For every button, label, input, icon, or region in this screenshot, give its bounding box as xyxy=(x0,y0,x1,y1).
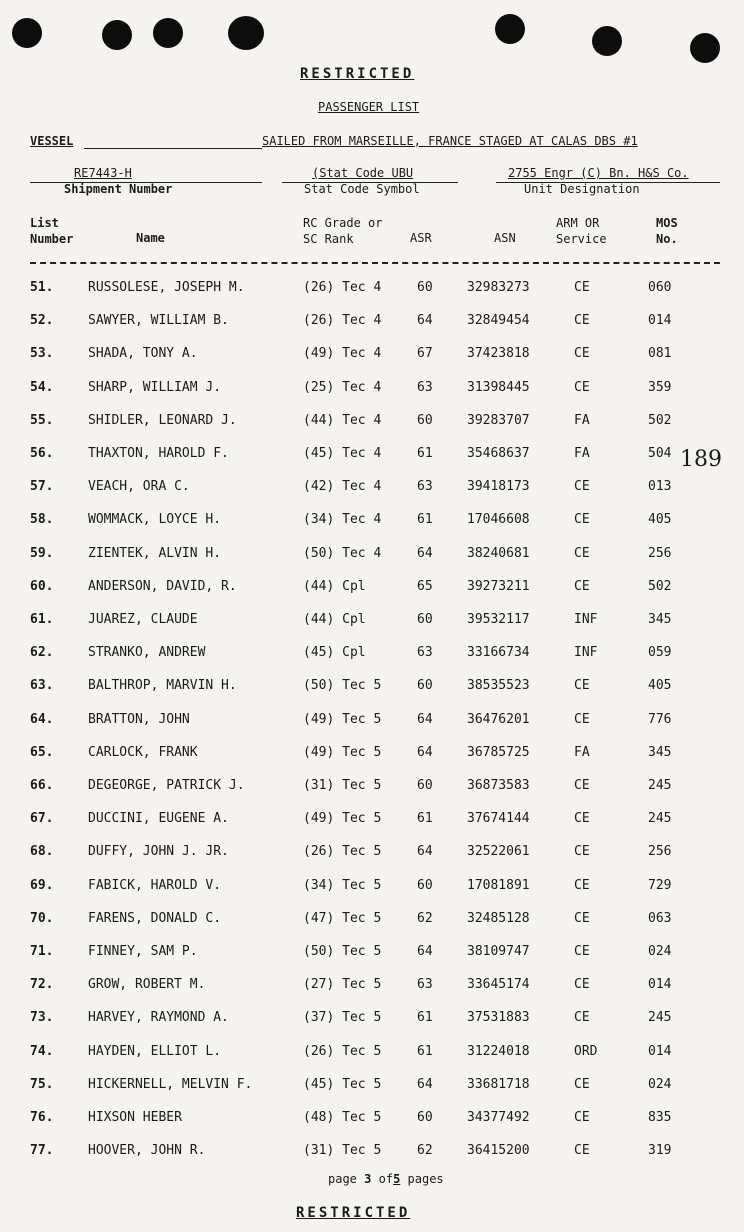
grade-cell: (44) Tec 4 xyxy=(303,412,382,428)
table-row xyxy=(0,911,744,941)
asr-cell: 60 xyxy=(417,1110,433,1125)
asn-cell: 31398445 xyxy=(467,379,530,395)
asr-cell: 60 xyxy=(417,412,433,428)
list-number-cell: 68. xyxy=(30,844,54,860)
asr-cell: 64 xyxy=(417,744,433,760)
table-row xyxy=(0,944,744,974)
table-row xyxy=(0,844,744,874)
mos-cell: 405 xyxy=(648,512,672,528)
list-number-cell: 77. xyxy=(30,1143,54,1159)
asr-cell: 61 xyxy=(417,811,433,827)
punch-hole xyxy=(102,20,132,50)
list-number-cell: 69. xyxy=(30,877,54,893)
punch-hole xyxy=(592,26,622,56)
mos-cell: 729 xyxy=(648,877,672,893)
list-number-cell: 67. xyxy=(30,811,54,827)
asr-cell: 61 xyxy=(417,512,433,528)
name-cell: FARENS, DONALD C. xyxy=(88,910,222,926)
name-cell: THAXTON, HAROLD F. xyxy=(88,446,229,461)
arm-cell: CE xyxy=(574,944,590,959)
asn-cell: 36873583 xyxy=(467,778,530,793)
grade-cell: (45) Tec 5 xyxy=(303,1076,382,1092)
arm-cell: CE xyxy=(574,1110,590,1125)
arm-cell: CE xyxy=(574,578,590,594)
mos-cell: 081 xyxy=(648,346,672,362)
table-row xyxy=(0,280,744,310)
name-cell: SAWYER, WILLIAM B. xyxy=(88,313,229,329)
name-cell: DEGEORGE, PATRICK J. xyxy=(88,778,245,793)
mos-cell: 059 xyxy=(648,645,672,661)
mos-cell: 256 xyxy=(648,545,672,561)
asn-cell: 32983273 xyxy=(467,280,530,295)
page-prefix: page xyxy=(328,1172,357,1186)
arm-cell: CE xyxy=(574,346,590,362)
page-total: 5 xyxy=(393,1172,401,1186)
table-row xyxy=(0,712,744,742)
grade-cell: (42) Tec 4 xyxy=(303,479,382,495)
name-cell: ZIENTEK, ALVIN H. xyxy=(88,545,222,561)
mos-cell: 014 xyxy=(648,313,672,329)
table-row xyxy=(0,1044,744,1074)
mos-cell: 245 xyxy=(648,811,672,827)
name-cell: WOMMACK, LOYCE H. xyxy=(88,512,222,528)
arm-cell: CE xyxy=(574,711,590,727)
list-number-cell: 70. xyxy=(30,910,54,926)
name-cell: STRANKO, ANDREW xyxy=(88,645,206,661)
asr-cell: 64 xyxy=(417,944,433,959)
table-row xyxy=(0,346,744,376)
grade-cell: (31) Tec 5 xyxy=(303,1143,382,1159)
arm-cell: INF xyxy=(574,645,598,661)
table-row xyxy=(0,512,744,542)
list-number-cell: 65. xyxy=(30,744,54,760)
table-row xyxy=(0,1110,744,1140)
asr-cell: 61 xyxy=(417,1043,433,1059)
punch-hole xyxy=(690,33,720,63)
punch-hole xyxy=(495,14,525,44)
grade-cell: (45) Cpl xyxy=(303,645,366,661)
classification-header: RESTRICTED xyxy=(300,66,415,82)
arm-cell: CE xyxy=(574,379,590,395)
list-number-cell: 75. xyxy=(30,1076,54,1092)
asn-cell: 31224018 xyxy=(467,1043,530,1059)
sailed-from: SAILED FROM MARSEILLE, FRANCE STAGED AT CALAS DBS #1 xyxy=(262,134,638,148)
asn-cell: 39283707 xyxy=(467,412,530,428)
asn-cell: 37531883 xyxy=(467,1010,530,1026)
vessel-line xyxy=(84,148,262,149)
name-cell: ANDERSON, DAVID, R. xyxy=(88,578,237,594)
list-number-cell: 66. xyxy=(30,778,54,793)
table-row xyxy=(0,612,744,642)
mos-cell: 502 xyxy=(648,578,672,594)
name-cell: HICKERNELL, MELVIN F. xyxy=(88,1076,253,1092)
mos-cell: 245 xyxy=(648,778,672,793)
asn-cell: 32849454 xyxy=(467,313,530,329)
grade-cell: (49) Tec 4 xyxy=(303,346,382,362)
name-cell: FINNEY, SAM P. xyxy=(88,944,198,959)
list-number-cell: 59. xyxy=(30,545,54,561)
table-row xyxy=(0,745,744,775)
mos-cell: 776 xyxy=(648,711,672,727)
arm-cell: CE xyxy=(574,811,590,827)
name-cell: BALTHROP, MARVIN H. xyxy=(88,678,237,694)
list-number-cell: 76. xyxy=(30,1110,54,1125)
grade-cell: (44) Cpl xyxy=(303,578,366,594)
name-cell: FABICK, HAROLD V. xyxy=(88,877,222,893)
table-row xyxy=(0,878,744,908)
asn-cell: 17046608 xyxy=(467,512,530,528)
arm-cell: CE xyxy=(574,1076,590,1092)
mos-cell: 345 xyxy=(648,744,672,760)
grade-cell: (50) Tec 5 xyxy=(303,944,382,959)
grade-cell: (26) Tec 5 xyxy=(303,844,382,860)
margin-note: 189 xyxy=(680,447,722,472)
asr-cell: 61 xyxy=(417,446,433,461)
column-header-asn: ASN xyxy=(494,231,516,245)
mos-cell: 319 xyxy=(648,1143,672,1159)
asn-cell: 35468637 xyxy=(467,446,530,461)
arm-cell: CE xyxy=(574,479,590,495)
list-number-cell: 60. xyxy=(30,578,54,594)
punch-hole xyxy=(228,16,264,50)
mos-cell: 013 xyxy=(648,479,672,495)
asr-cell: 63 xyxy=(417,479,433,495)
arm-cell: CE xyxy=(574,313,590,329)
arm-cell: CE xyxy=(574,1010,590,1026)
name-cell: SHARP, WILLIAM J. xyxy=(88,379,222,395)
table-row xyxy=(0,811,744,841)
list-number-cell: 55. xyxy=(30,412,54,428)
asn-cell: 33681718 xyxy=(467,1076,530,1092)
list-number-cell: 56. xyxy=(30,446,54,461)
mos-cell: 014 xyxy=(648,1043,672,1059)
name-cell: HARVEY, RAYMOND A. xyxy=(88,1010,229,1026)
arm-cell: FA xyxy=(574,446,590,461)
grade-cell: (34) Tec 4 xyxy=(303,512,382,528)
arm-cell: CE xyxy=(574,1143,590,1159)
list-title: PASSENGER LIST xyxy=(318,100,420,114)
grade-cell: (50) Tec 4 xyxy=(303,545,382,561)
grade-cell: (47) Tec 5 xyxy=(303,910,382,926)
table-row xyxy=(0,446,744,476)
table-row xyxy=(0,778,744,808)
asn-cell: 39532117 xyxy=(467,612,530,627)
asr-cell: 60 xyxy=(417,678,433,694)
grade-cell: (45) Tec 4 xyxy=(303,446,382,461)
table-row xyxy=(0,579,744,609)
grade-cell: (49) Tec 5 xyxy=(303,811,382,827)
asr-cell: 65 xyxy=(417,578,433,594)
punch-hole xyxy=(153,18,183,48)
asr-cell: 60 xyxy=(417,778,433,793)
page-of: of xyxy=(378,1172,394,1186)
name-cell: RUSSOLESE, JOSEPH M. xyxy=(88,280,245,295)
asn-cell: 36415200 xyxy=(467,1143,530,1159)
shipment-number-label: Shipment Number xyxy=(64,182,173,196)
arm-cell: ORD xyxy=(574,1043,598,1059)
table-row xyxy=(0,1010,744,1040)
list-number-cell: 61. xyxy=(30,612,54,627)
grade-cell: (26) Tec 4 xyxy=(303,280,382,295)
grade-cell: (48) Tec 5 xyxy=(303,1110,382,1125)
list-number-cell: 58. xyxy=(30,512,54,528)
list-number-cell: 53. xyxy=(30,346,54,362)
asn-cell: 38109747 xyxy=(467,944,530,959)
asn-cell: 32522061 xyxy=(467,844,530,860)
asr-cell: 64 xyxy=(417,844,433,860)
table-row xyxy=(0,413,744,443)
grade-cell: (50) Tec 5 xyxy=(303,678,382,694)
mos-cell: 345 xyxy=(648,612,672,627)
mos-cell: 256 xyxy=(648,844,672,860)
asn-cell: 37423818 xyxy=(467,346,530,362)
grade-cell: (34) Tec 5 xyxy=(303,877,382,893)
arm-cell: CE xyxy=(574,910,590,926)
vessel-label: VESSEL xyxy=(30,134,74,148)
asr-cell: 63 xyxy=(417,379,433,395)
mos-cell: 024 xyxy=(648,1076,672,1092)
mos-cell: 245 xyxy=(648,1010,672,1026)
column-header-grade: RC Grade or SC Rank xyxy=(303,216,383,246)
list-number-cell: 64. xyxy=(30,711,54,727)
list-number-cell: 73. xyxy=(30,1010,54,1026)
mos-cell: 024 xyxy=(648,944,672,959)
arm-cell: CE xyxy=(574,778,590,793)
grade-cell: (26) Tec 5 xyxy=(303,1043,382,1059)
list-number-cell: 74. xyxy=(30,1043,54,1059)
stat-code-label: Stat Code Symbol xyxy=(304,182,420,196)
table-row xyxy=(0,1143,744,1173)
asr-cell: 63 xyxy=(417,977,433,993)
asn-cell: 37674144 xyxy=(467,811,530,827)
asr-cell: 60 xyxy=(417,612,433,627)
unit-designation-label: Unit Designation xyxy=(524,182,640,196)
asn-cell: 17081891 xyxy=(467,877,530,893)
name-cell: VEACH, ORA C. xyxy=(88,479,190,495)
asn-cell: 36785725 xyxy=(467,744,530,760)
mos-cell: 063 xyxy=(648,910,672,926)
name-cell: GROW, ROBERT M. xyxy=(88,977,206,993)
name-cell: HIXSON HEBER xyxy=(88,1110,182,1125)
table-row xyxy=(0,678,744,708)
arm-cell: CE xyxy=(574,280,590,295)
column-header-mos: MOS No. xyxy=(656,216,678,246)
list-number-cell: 62. xyxy=(30,645,54,661)
table-row xyxy=(0,380,744,410)
mos-cell: 359 xyxy=(648,379,672,395)
asr-cell: 64 xyxy=(417,1076,433,1092)
list-number-cell: 71. xyxy=(30,944,54,959)
list-number-cell: 63. xyxy=(30,678,54,694)
name-cell: CARLOCK, FRANK xyxy=(88,744,198,760)
name-cell: SHIDLER, LEONARD J. xyxy=(88,412,237,428)
arm-cell: CE xyxy=(574,512,590,528)
name-cell: HOOVER, JOHN R. xyxy=(88,1143,206,1159)
list-number-cell: 52. xyxy=(30,313,54,329)
mos-cell: 835 xyxy=(648,1110,672,1125)
list-number-cell: 72. xyxy=(30,977,54,993)
asr-cell: 67 xyxy=(417,346,433,362)
page-suffix: pages xyxy=(407,1172,444,1186)
asr-cell: 60 xyxy=(417,280,433,295)
list-number-cell: 54. xyxy=(30,379,54,395)
arm-cell: CE xyxy=(574,977,590,993)
table-row xyxy=(0,313,744,343)
name-cell: SHADA, TONY A. xyxy=(88,346,198,362)
shipment-number: RE7443-H xyxy=(74,166,132,180)
name-cell: BRATTON, JOHN xyxy=(88,711,190,727)
asn-cell: 33645174 xyxy=(467,977,530,993)
asn-cell: 39418173 xyxy=(467,479,530,495)
mos-cell: 014 xyxy=(648,977,672,993)
punch-hole xyxy=(12,18,42,48)
column-header-name: Name xyxy=(136,231,165,245)
grade-cell: (44) Cpl xyxy=(303,612,366,627)
asr-cell: 62 xyxy=(417,910,433,926)
list-number-cell: 51. xyxy=(30,280,54,295)
page-number: 3 xyxy=(364,1172,372,1186)
asn-cell: 33166734 xyxy=(467,645,530,661)
column-header-list-number: List Number xyxy=(30,216,74,246)
list-number-cell: 57. xyxy=(30,479,54,495)
arm-cell: CE xyxy=(574,678,590,694)
grade-cell: (27) Tec 5 xyxy=(303,977,382,993)
asn-cell: 32485128 xyxy=(467,910,530,926)
grade-cell: (25) Tec 4 xyxy=(303,379,382,395)
arm-cell: INF xyxy=(574,612,598,627)
name-cell: HAYDEN, ELLIOT L. xyxy=(88,1043,222,1059)
arm-cell: FA xyxy=(574,744,590,760)
column-header-arm: ARM OR Service xyxy=(556,216,607,246)
mos-cell: 060 xyxy=(648,280,672,295)
classification-footer: RESTRICTED xyxy=(296,1205,411,1221)
table-row xyxy=(0,1077,744,1107)
asr-cell: 63 xyxy=(417,645,433,661)
table-row xyxy=(0,479,744,509)
grade-cell: (49) Tec 5 xyxy=(303,711,382,727)
asn-cell: 39273211 xyxy=(467,578,530,594)
mos-cell: 504 xyxy=(648,446,672,461)
table-row xyxy=(0,546,744,576)
table-row xyxy=(0,977,744,1007)
table-row xyxy=(0,645,744,675)
name-cell: JUAREZ, CLAUDE xyxy=(88,612,198,627)
name-cell: DUFFY, JOHN J. JR. xyxy=(88,844,229,860)
asr-cell: 64 xyxy=(417,711,433,727)
column-header-asr: ASR xyxy=(410,231,432,245)
asn-cell: 38535523 xyxy=(467,678,530,694)
arm-cell: CE xyxy=(574,877,590,893)
asr-cell: 62 xyxy=(417,1143,433,1159)
asn-cell: 34377492 xyxy=(467,1110,530,1125)
stat-code: (Stat Code UBU xyxy=(312,166,414,180)
page-indicator xyxy=(328,1172,444,1186)
asr-cell: 61 xyxy=(417,1010,433,1026)
asr-cell: 60 xyxy=(417,877,433,893)
grade-cell: (49) Tec 5 xyxy=(303,744,382,760)
arm-cell: CE xyxy=(574,844,590,860)
mos-cell: 502 xyxy=(648,412,672,428)
name-cell: DUCCINI, EUGENE A. xyxy=(88,811,229,827)
grade-cell: (26) Tec 4 xyxy=(303,313,382,329)
asr-cell: 64 xyxy=(417,313,433,329)
asn-cell: 36476201 xyxy=(467,711,530,727)
unit-designation: 2755 Engr (C) Bn. H&S Co. xyxy=(508,166,689,180)
arm-cell: FA xyxy=(574,412,590,428)
mos-cell: 405 xyxy=(648,678,672,694)
grade-cell: (31) Tec 5 xyxy=(303,778,382,793)
arm-cell: CE xyxy=(574,545,590,561)
header-divider xyxy=(30,262,720,264)
grade-cell: (37) Tec 5 xyxy=(303,1010,382,1026)
asr-cell: 64 xyxy=(417,545,433,561)
asn-cell: 38240681 xyxy=(467,545,530,561)
